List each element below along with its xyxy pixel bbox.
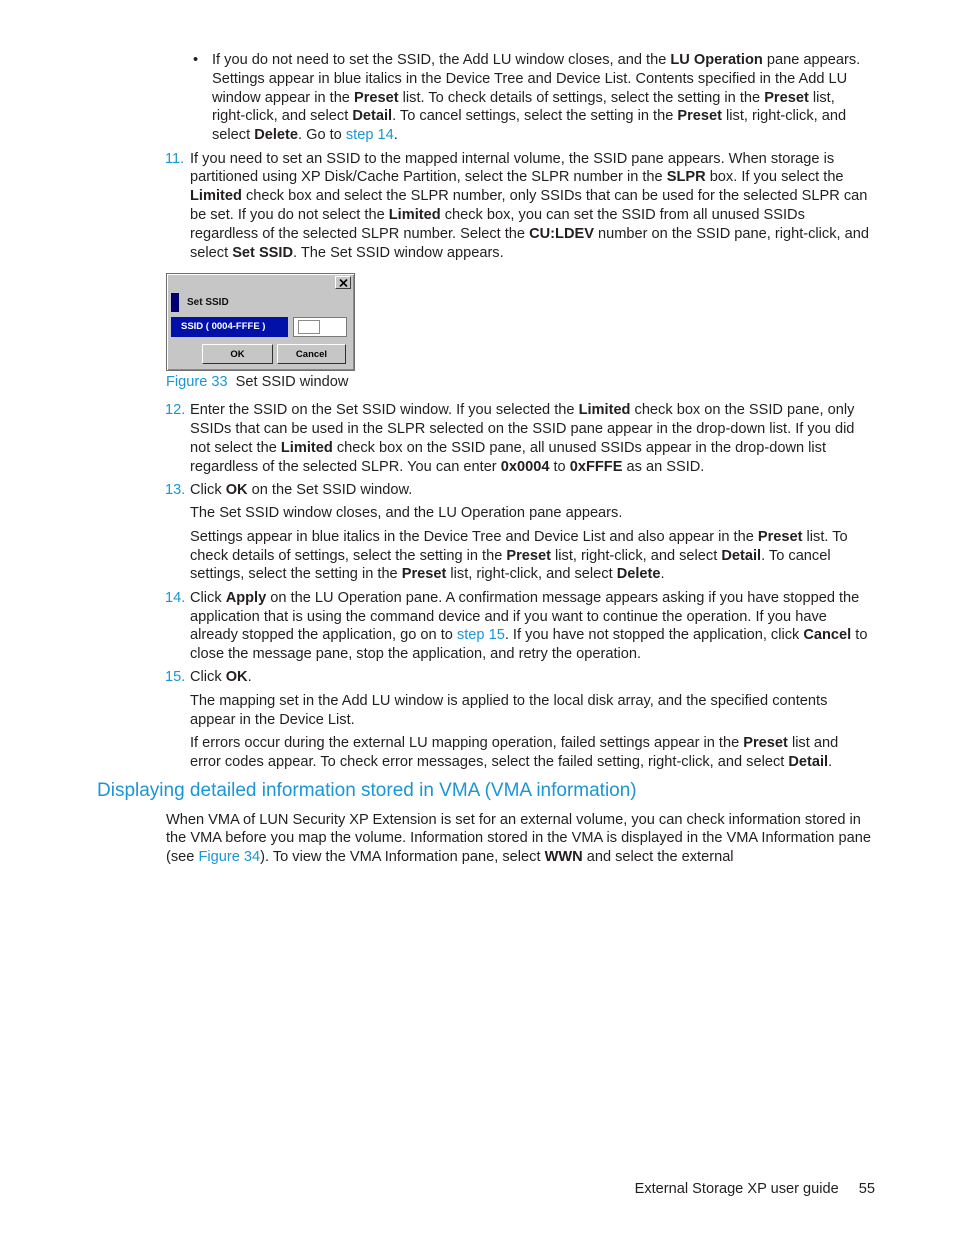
- ui-term: WWN: [544, 849, 583, 866]
- page-number: 55: [858, 1181, 875, 1197]
- ui-term: OK: [225, 669, 248, 686]
- section-text: When VMA of LUN Security XP Extension is set for an external volume, you can check information stored in the VMA before you map the volume. Information stored in the VMA is displayed in the VMA Information pane (see Figure 34). To view the VMA Information pane, select WWN and select the external: [166, 811, 871, 866]
- ui-term: CU:LDEV: [529, 225, 594, 242]
- step-number: 15.: [165, 669, 186, 686]
- ok-button[interactable]: OK: [202, 344, 273, 364]
- ui-term: Preset: [506, 547, 551, 564]
- footer-title: External Storage XP user guide: [634, 1181, 839, 1197]
- header-marker: [171, 293, 179, 312]
- step-number: 12.: [165, 402, 186, 419]
- ui-term: 0x0004: [500, 458, 550, 475]
- dialog-header-label: Set SSID: [187, 297, 229, 309]
- ui-term: Apply: [225, 589, 267, 606]
- step-11: [165, 150, 872, 263]
- ui-term: Limited: [578, 402, 631, 419]
- step-11-text: If you need to set an SSID to the mapped internal volume, the SSID pane appears. When storage is partitioned using XP Disk/Cache Partition, select the SLPR number in the SLPR box. If you select the Limited check box and select the SLPR number, only SSIDs that can be used for the selected SLPR can be set. If you do not select the Limited check box, you can set the SSID from all unused SSIDs regardless of the selected SLPR number. Select the CU:LDEV number on the SSID pane, right-click, and select Set SSID. The Set SSID window appears.: [190, 150, 869, 261]
- section-heading: Displaying detailed information stored in VMA (VMA information): [97, 779, 637, 801]
- ui-term: Limited: [280, 439, 333, 456]
- dialog-header: [171, 293, 350, 312]
- step-14: [165, 589, 872, 664]
- ui-term: LU Operation: [670, 52, 763, 68]
- close-button[interactable]: [335, 276, 351, 289]
- page-content: [0, 51, 954, 867]
- ssid-input[interactable]: [298, 320, 320, 334]
- step-13: [165, 481, 872, 584]
- ssid-input-frame[interactable]: [293, 317, 347, 337]
- ui-term: Preset: [353, 89, 399, 106]
- ui-term: Detail: [788, 753, 829, 770]
- ui-term: Delete: [616, 566, 661, 583]
- cross-reference-link[interactable]: Figure 34: [198, 849, 261, 866]
- step-13-text: Click OK on the Set SSID window.: [190, 481, 413, 498]
- step-15-text: Click OK.: [190, 669, 252, 686]
- ui-term: Cancel: [803, 627, 852, 644]
- ui-term: Preset: [757, 528, 803, 545]
- step-12-text: Enter the SSID on the Set SSID window. If you selected the Limited check box on the SSID pane, only SSIDs that can be used in the SLPR selected on the SSID pane appear in the drop-down list. If you did not select the Limited check box on the SSID pane, all unused SSIDs appear in the drop-down list regardless of the selected SLPR. You can enter 0x0004 to 0xFFFE as an SSID.: [190, 402, 855, 475]
- set-ssid-figure: [166, 273, 566, 392]
- figure-number: Figure 33: [166, 374, 228, 391]
- ui-term: Preset: [743, 735, 788, 752]
- step-13-note: Settings appear in blue italics in the Device Tree and Device List and also appear in the Preset list. To check details of settings, select the setting in the Preset list, right-click, and select Detail. To cancel settings, select the setting in the Preset list, right-click, and select Delete.: [190, 528, 848, 583]
- ui-term: Preset: [764, 89, 809, 106]
- figure-title: Set SSID window: [235, 374, 349, 391]
- cross-reference-link[interactable]: step 15: [456, 627, 505, 644]
- ssid-field-row: [171, 317, 350, 337]
- step-12: [165, 401, 872, 476]
- ui-term: Limited: [190, 188, 242, 205]
- ui-term: Limited: [388, 206, 441, 223]
- step-15: [165, 668, 872, 771]
- ssid-field-label: SSID ( 0004-FFFE ): [171, 317, 288, 337]
- step-15-note: If errors occur during the external LU mapping operation, failed settings appear in the Preset list and error codes appear. To check error messages, select the failed setting, right-click, and select Detail.: [190, 735, 839, 770]
- bullet-item: [193, 51, 872, 145]
- bullet-text: If you do not need to set the SSID, the Add LU window closes, and the LU Operation pane appears. Settings appear in blue italics in the Device Tree and Device List. Contents specified in the Add LU window appear in the Preset list. To check details of settings, select the setting in the Preset list, right-click, and select Detail. To cancel settings, select the setting in the Preset list, right-click, and select Delete. Go to step 14.: [212, 52, 861, 144]
- close-icon: [339, 279, 348, 287]
- step-15-result: The mapping set in the Add LU window is applied to the local disk array, and the specified contents appear in the Device List.: [190, 692, 828, 728]
- step-number: 14.: [165, 589, 186, 606]
- ui-term: OK: [225, 481, 248, 498]
- ui-term: Preset: [401, 566, 447, 583]
- page-footer: [635, 1180, 875, 1199]
- ui-term: Detail: [352, 108, 393, 125]
- cross-reference-link[interactable]: step 14: [345, 127, 394, 144]
- ui-term: Preset: [677, 108, 722, 125]
- ui-term: Detail: [721, 547, 762, 564]
- ui-term: 0xFFFE: [569, 458, 623, 475]
- ui-term: SLPR: [666, 169, 706, 186]
- figure-caption: [166, 373, 566, 392]
- step-number: 11.: [165, 150, 185, 167]
- set-ssid-dialog: [166, 273, 355, 371]
- dialog-title-bar: [168, 275, 353, 291]
- step-13-result: The Set SSID window closes, and the LU Operation pane appears.: [190, 505, 623, 522]
- cancel-button[interactable]: Cancel: [277, 344, 346, 364]
- ui-term: Delete: [254, 127, 298, 144]
- bullet-marker: •: [193, 52, 199, 68]
- step-14-text: Click Apply on the LU Operation pane. A confirmation message appears asking if you have stopped the application that is using the command device and if you want to continue the operation. If you have already stopped the application, go on to step 15. If you have not stopped the application, click Cancel to close the message pane, stop the application, and retry the operation.: [190, 589, 868, 663]
- step-number: 13.: [165, 481, 186, 498]
- ui-term: Set SSID: [232, 244, 294, 261]
